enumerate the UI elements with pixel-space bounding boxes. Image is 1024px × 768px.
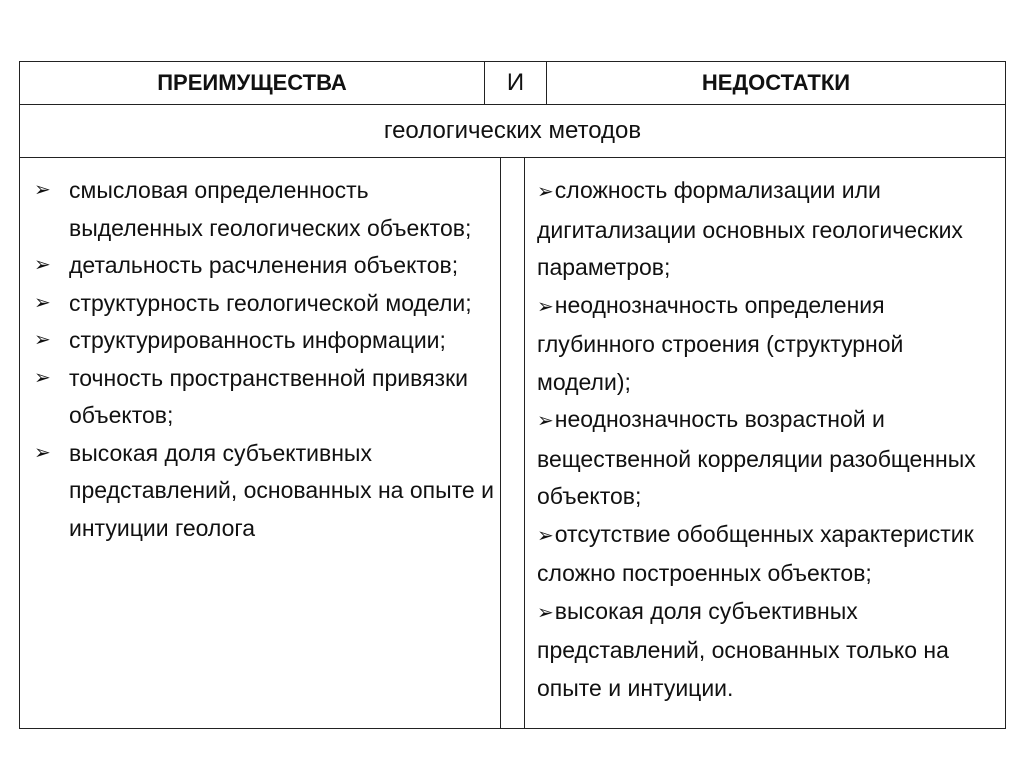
advantages-column (20, 158, 501, 728)
header-row (20, 62, 1005, 105)
advantage-item: ➢ структурированность информации; (32, 322, 500, 360)
arrowhead-bullet-icon: ➢ (537, 524, 554, 547)
separator-column (501, 158, 525, 728)
arrowhead-bullet-icon: ➢ (537, 181, 554, 203)
arrowhead-bullet-icon: ➢ (537, 410, 554, 432)
disadvantage-item: ➢высокая доля субъективных представлений, основанных только на опыте и интуиции. (537, 597, 949, 701)
advantages-header: ПРЕИМУЩЕСТВА (20, 62, 485, 104)
and-header: И (485, 62, 547, 104)
disadvantage-item: ➢неоднозначность определения глубинного строения (структурной модели); (537, 291, 904, 395)
comparison-table (19, 61, 1006, 729)
advantage-item: ➢ смысловая определенность выделенных геологических объектов; (32, 172, 500, 247)
subheader-row: геологических методов (20, 105, 1005, 158)
disadvantage-item: ➢отсутствие обобщенных характеристик сложно построенных объектов; (537, 520, 974, 586)
arrowhead-bullet-icon: ➢ (34, 441, 51, 464)
arrowhead-bullet-icon: ➢ (537, 601, 554, 624)
arrowhead-bullet-icon: ➢ (34, 179, 51, 201)
advantage-item: ➢ структурность геологической модели; (32, 285, 500, 323)
advantage-item: ➢ высокая доля субъективных представлений, основанных на опыте и интуиции геолога (32, 435, 500, 548)
arrowhead-bullet-icon: ➢ (34, 291, 51, 314)
arrowhead-bullet-icon: ➢ (34, 366, 51, 389)
arrowhead-bullet-icon: ➢ (537, 295, 554, 318)
disadvantages-header: НЕДОСТАТКИ (701, 70, 851, 95)
body-row (20, 158, 1005, 728)
disadvantages-list (537, 172, 1005, 707)
disadvantages-column (525, 158, 1005, 728)
arrowhead-bullet-icon: ➢ (34, 329, 51, 351)
advantage-item: ➢ детальность расчленения объектов; (32, 247, 500, 285)
disadvantage-item: ➢неоднозначность возрастной и вещественной корреляции разобщенных объектов; (537, 406, 976, 509)
disadvantage-item: ➢сложность формализации или дигитализации основных геологических параметров; (537, 177, 963, 280)
arrowhead-bullet-icon: ➢ (34, 254, 51, 276)
advantage-item: ➢ точность пространственной привязки объектов; (32, 360, 500, 435)
advantages-list (32, 172, 500, 547)
